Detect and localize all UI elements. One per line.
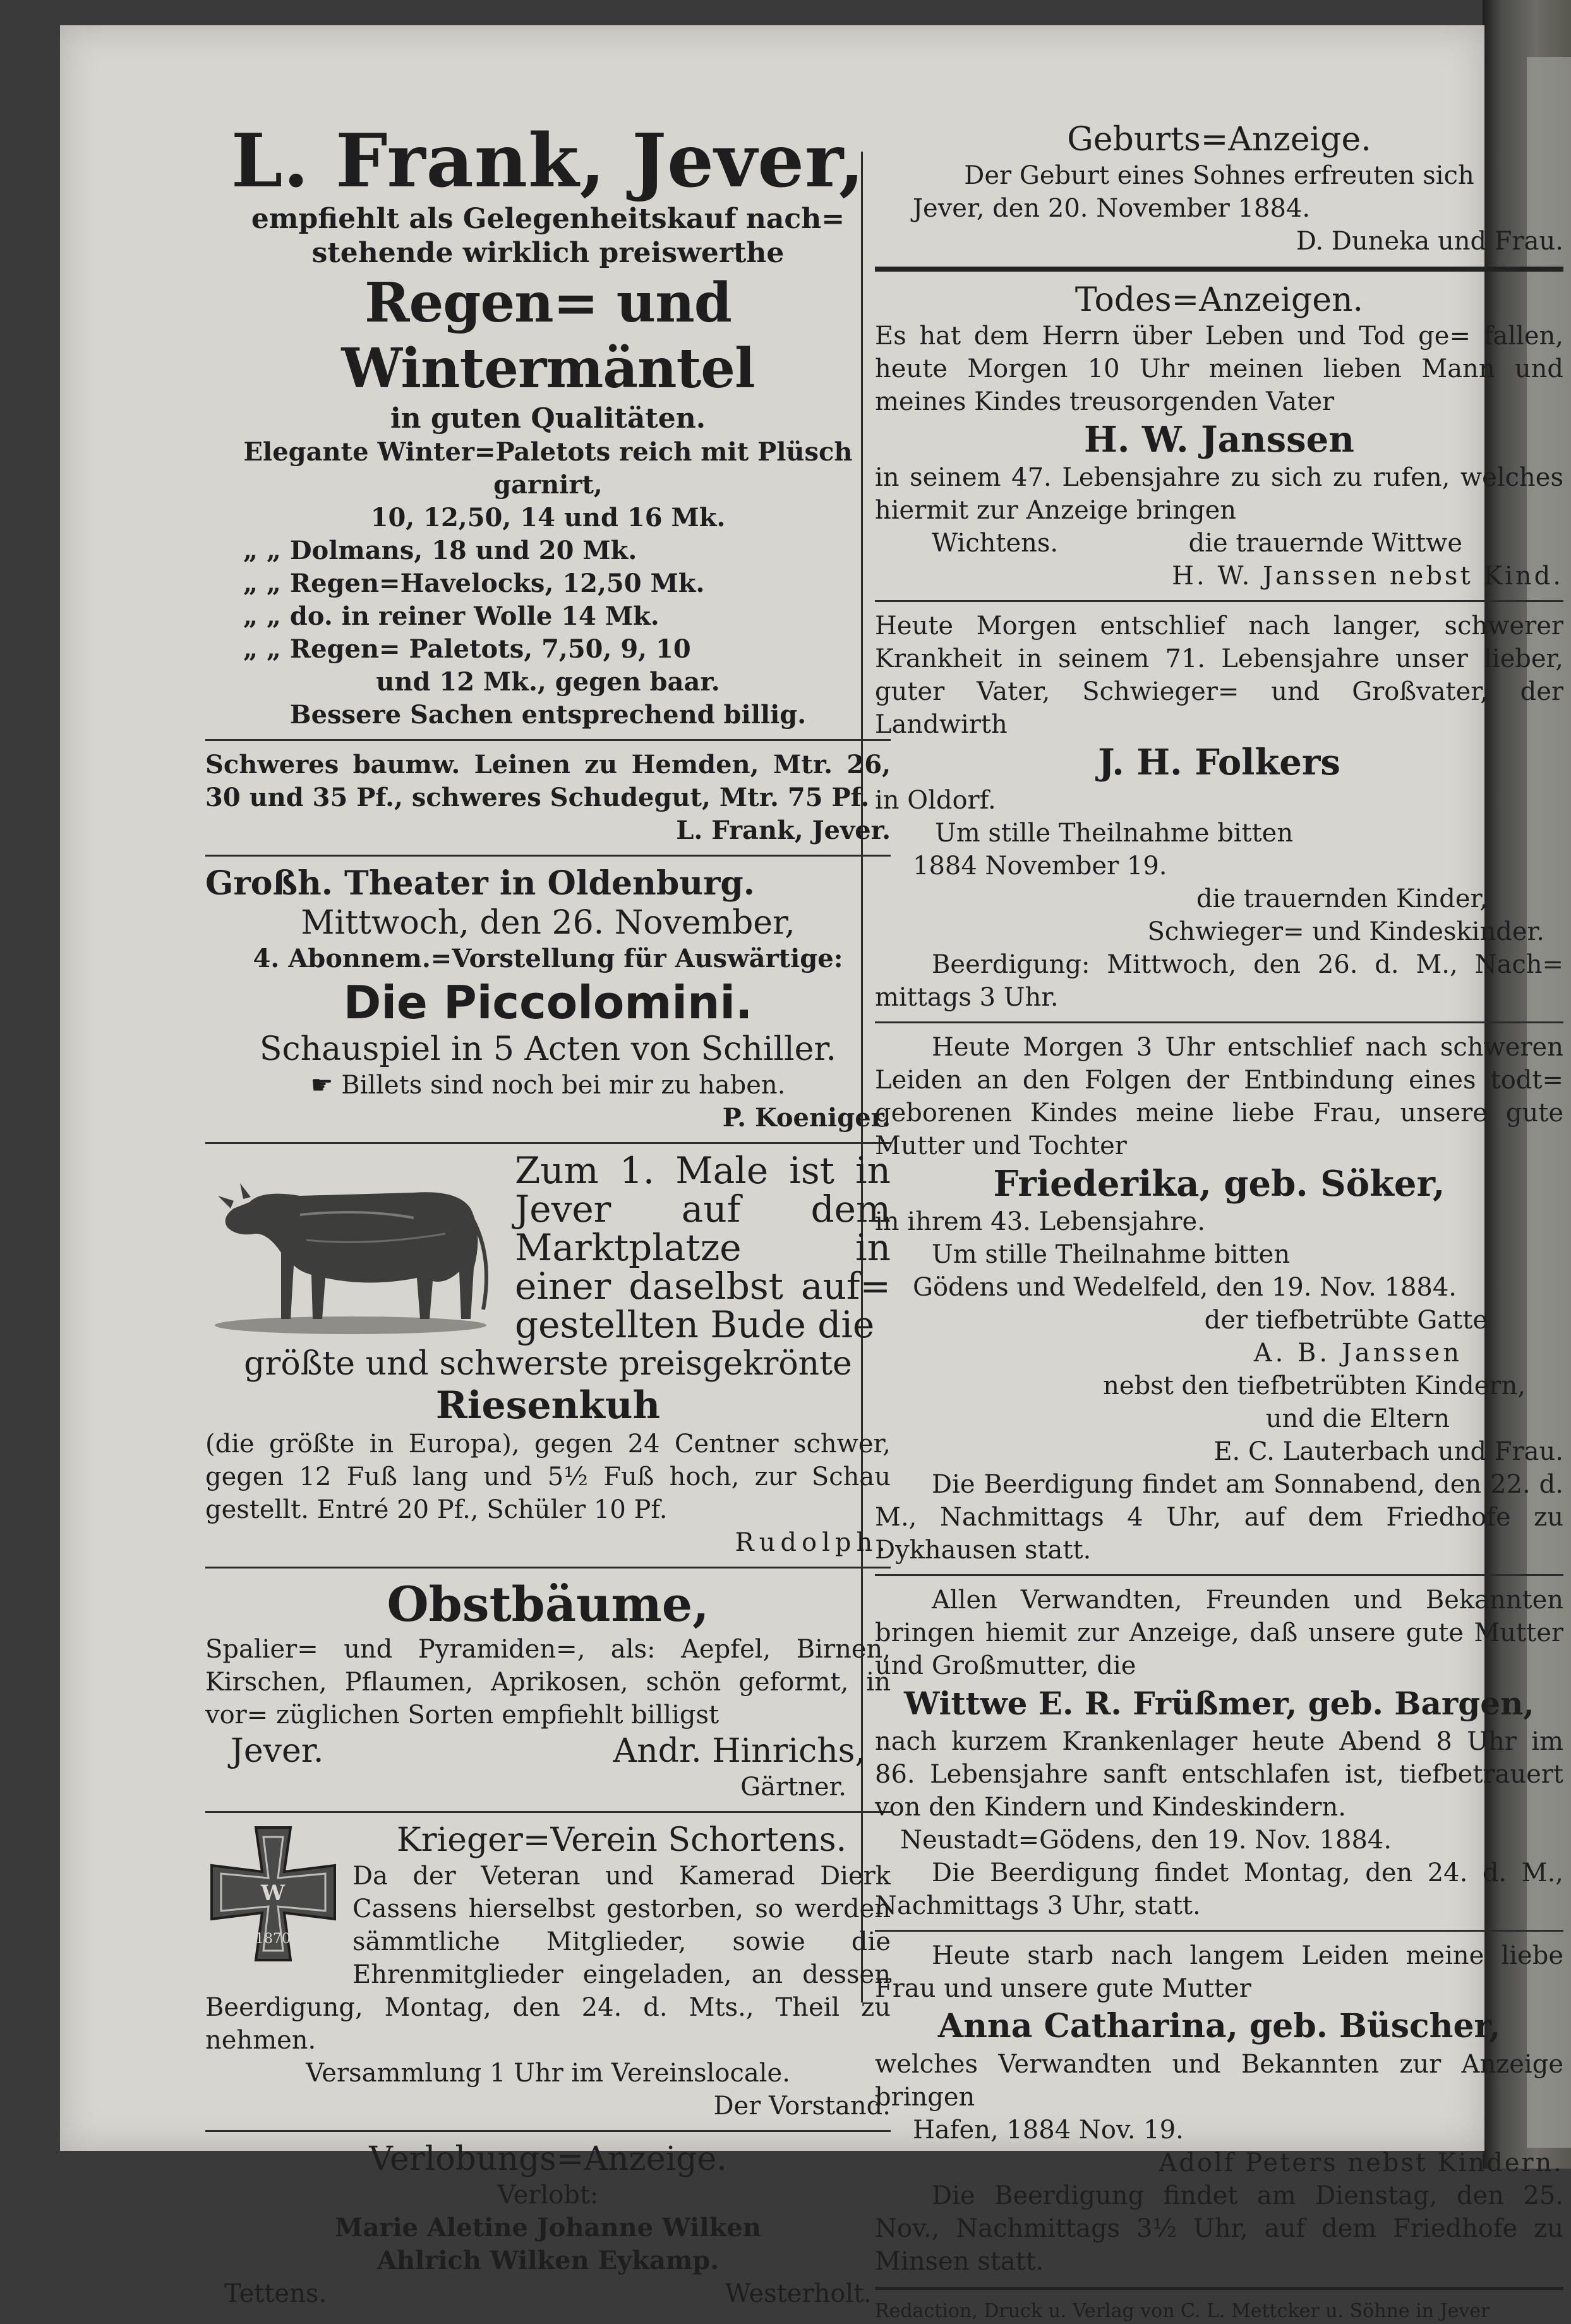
janssen-place: Wichtens. (932, 529, 1059, 558)
soeker-text: Heute Morgen 3 Uhr entschlief nach schweren Leiden an den Folgen der Entbindung eines todt= geborenen Kindes meine liebe Frau, unsere gute Mutter und Tochter (875, 1033, 1563, 1160)
folkers-ask: Um stille Theilnahme bitten (935, 819, 1294, 848)
frank-item: Bessere Sachen entsprechend billig. (289, 700, 807, 730)
folkers-date: 1884 November 19. (913, 852, 1167, 881)
cow-text: Zum 1. Male ist in Jever auf dem Marktplatze in einer daselbst auf= gestellten Bude die (515, 1149, 891, 1346)
birth-title: Geburts=Anzeige. (1067, 121, 1371, 159)
divider (205, 855, 891, 857)
folkers-kids: die trauernden Kinder, (1196, 884, 1488, 913)
divider (875, 267, 1563, 272)
soeker-sig3: nebst den tiefbetrübten Kindern, (1103, 1371, 1526, 1400)
frank-item: und 12 Mk., gegen baar. (376, 667, 720, 697)
buescher-name: Anna Catharina, geb. Büscher, (937, 2007, 1501, 2045)
cross-letter: W (260, 1881, 286, 1906)
cow-line2: größte und schwerste preisgekrönte (244, 1345, 852, 1383)
theater-advert (205, 864, 891, 1135)
frank-line1: empfiehlt als Gelegenheitskauf nach= (251, 203, 845, 235)
folkers-burial: Beerdigung: Mittwoch, den 26. d. M., Nach= mittags 3 Uhr. (875, 950, 1563, 1012)
divider (205, 739, 891, 741)
iron-cross-icon (205, 1824, 341, 1963)
engagement-label: Verlobt: (497, 2181, 599, 2210)
trees-title: Obstbäume, (387, 1576, 709, 1632)
trees-name: Andr. Hinrichs, (613, 1732, 865, 1770)
buescher-signature: Adolf Peters nebst Kindern. (1159, 2148, 1563, 2177)
cow-signature: Rudolph. (735, 1528, 891, 1557)
soeker-sig4: und die Eltern (1265, 1404, 1450, 1433)
frank-title: L. Frank, Jever, (231, 118, 865, 204)
newspaper-page (60, 25, 1563, 2322)
soeker-place: Gödens und Wedelfeld, den 19. Nov. 1884. (913, 1273, 1457, 1302)
soeker-burial: Die Beerdigung findet am Sonnabend, den 22. d. M., Nachmittags 4 Uhr, auf dem Friedhofe zu Dykhausen statt. (875, 1470, 1563, 1565)
janssen-text2: in seinem 47. Lebensjahre zu sich zu rufen, welches hiermit zur Anzeige bringen (875, 463, 1563, 525)
frank-item: „ „ Regen=Havelocks, 12,50 Mk. (243, 569, 705, 598)
engagement-groom: Ahlrich Wilken Eykamp. (376, 2246, 719, 2275)
fruessmer-place: Neustadt=Gödens, den 19. Nov. 1884. (900, 1826, 1392, 1855)
buescher-burial: Die Beerdigung findet am Dienstag, den 25. Nov., Nachmittags 3½ Uhr, auf dem Friedhofe zu Minsen statt. (875, 2181, 1563, 2276)
soeker-sig2: A. B. Janssen (1253, 1339, 1462, 1368)
frank-advert (205, 120, 891, 732)
divider (205, 1142, 891, 1144)
frank-item: Elegante Winter=Paletots reich mit Plüsch garnirt, (243, 437, 853, 500)
folkers-text: Heute Morgen entschlief nach langer, schwerer Krankheit in seinem 71. Lebensjahre unser lieber, guter Vater, Schwieger= und Großvater, der Landwirth (875, 611, 1563, 739)
frank-item: „ „ Dolmans, 18 und 20 Mk. (243, 536, 637, 565)
frank-quality: in guten Qualitäten. (390, 402, 706, 435)
janssen-text: Es hat dem Herrn über Leben und Tod ge= fallen, heute Morgen 10 Uhr meinen lieben Mann und meines Kindes treusorgenden Vater (875, 322, 1563, 416)
trees-text: Spalier= und Pyramiden=, als: Aepfel, Birnen, Kirschen, Pflaumen, Aprikosen, schön geformt, in vor= züglichen Sorten empfiehlt billigst (205, 1635, 891, 1730)
janssen-widow: die trauernde Wittwe (1188, 529, 1462, 558)
engagement-title: Verlobungs=Anzeige. (369, 2140, 727, 2178)
buescher-text: Heute starb nach langem Leiden meine liebe Frau und unsere gute Mutter (875, 1941, 1563, 2003)
soeker-sig5: E. C. Lauterbach und Frau. (1213, 1437, 1563, 1466)
linen-advert (205, 749, 891, 847)
right-column (875, 120, 1563, 2324)
folkers-name: J. H. Folkers (1098, 742, 1340, 783)
theater-perf: 4. Abonnem.=Vorstellung für Auswärtige: (253, 944, 843, 973)
cow-advert (205, 1149, 891, 1559)
soeker-notice (875, 1031, 1563, 1567)
birth-notice (875, 120, 1563, 258)
theater-play: Die Piccolomini. (343, 976, 753, 1029)
linen-signature: L. Frank, Jever. (676, 816, 891, 845)
engagement-bride: Marie Aletine Johanne Wilken (335, 2213, 761, 2243)
birth-signature: D. Duneka und Frau. (1296, 227, 1563, 256)
frank-item: „ „ Regen= Paletots, 7,50, 9, 10 (243, 634, 691, 664)
theater-tickets: Billets sind noch bei mir zu haben. (341, 1071, 786, 1100)
folkers-notice (875, 610, 1563, 1014)
death-section-title: Todes=Anzeigen. (1074, 281, 1364, 319)
folkers-place: in Oldorf. (875, 786, 996, 815)
engagement-place-left: Tettens. (224, 2279, 327, 2308)
cow-desc: (die größte in Europa), gegen 24 Centner schwer, gegen 12 Fuß lang und 5½ Fuß hoch, zur Schau gestellt. Entré 20 Pf., Schüler 10 Pf. (205, 1430, 891, 1524)
engagement-advert (205, 2140, 891, 2310)
soeker-name: Friederika, geb. Söker, (993, 1163, 1445, 1205)
verein-title: Krieger=Verein Schortens. (396, 1821, 847, 1859)
frank-item: 10, 12,50, 14 und 16 Mk. (370, 503, 726, 533)
theater-tickets-line (205, 1069, 891, 1102)
janssen-signature: H. W. Janssen nebst Kind. (1172, 562, 1563, 591)
trees-advert (205, 1576, 891, 1803)
cow-title: Riesenkuh (435, 1383, 661, 1428)
divider (875, 2287, 1563, 2290)
soeker-sig1: der tiefbetrübte Gatte (1204, 1306, 1488, 1335)
linen-text: Schweres baumw. Leinen zu Hemden, Mtr. 26, 30 und 35 Pf., schweres Schudegut, Mtr. 75 Pf. (205, 750, 891, 812)
theater-title: Großh. Theater in Oldenburg. (205, 864, 755, 903)
janssen-place-row (875, 527, 1563, 560)
frank-headline: Regen= und Wintermäntel (341, 271, 755, 400)
verein-text: Da der Veteran und Kamerad Dierk Cassens hierselbst gestorben, so werden sämmtliche Mitglieder, sowie die Ehrenmitglieder eingeladen, an dessen Beerdigung, Montag, den 24. d. Mts., Theil zu nehmen. (205, 1862, 891, 2055)
engagement-place-right: Westerholt. (725, 2279, 872, 2308)
theater-date: Mittwoch, den 26. November, (301, 904, 795, 942)
pointing-hand-icon: ☛ (310, 1071, 334, 1100)
folkers-kids2: Schwieger= und Kindeskinder. (1147, 917, 1544, 946)
verein-meeting: Versammlung 1 Uhr im Vereinslocale. (306, 2059, 790, 2088)
fruessmer-text2: nach kurzem Krankenlager heute Abend 8 Uhr im 86. Lebensjahre sanft entschlafen ist, tiefbetrauert von den Kindern und Kindeskindern. (875, 1727, 1563, 1822)
janssen-notice (875, 320, 1563, 593)
buescher-text2: welches Verwandten und Bekannten zur Anzeige bringen (875, 2050, 1563, 2112)
soeker-age: in ihrem 43. Lebensjahre. (875, 1207, 1205, 1236)
buescher-notice (875, 1939, 1563, 2278)
divider (875, 1574, 1563, 1576)
left-column (205, 120, 891, 2314)
frank-item: „ „ do. in reiner Wolle 14 Mk. (243, 601, 659, 631)
fruessmer-name: Wittwe E. R. Früßmer, geb. Bargen, (904, 1685, 1534, 1722)
divider (205, 1567, 891, 1568)
frank-line2: stehende wirklich preiswerthe (311, 237, 785, 269)
divider (875, 1930, 1563, 1932)
divider (205, 1811, 891, 1813)
theater-signature: P. Koeniger. (722, 1103, 891, 1133)
trees-place: Jever. (231, 1732, 324, 1770)
fruessmer-notice (875, 1584, 1563, 1922)
birth-line2: Jever, den 20. November 1884. (913, 194, 1311, 223)
trees-signature-row (205, 1731, 891, 1771)
divider (875, 1021, 1563, 1023)
soeker-ask: Um stille Theilnahme bitten (932, 1240, 1291, 1269)
imprint: Redaction, Druck u. Verlag von C. L. Mettcker u. Söhne in Jever (875, 2300, 1490, 2322)
janssen-name: H. W. Janssen (1084, 419, 1354, 461)
theater-desc: Schauspiel in 5 Acten von Schiller. (259, 1030, 837, 1068)
verein-advert (205, 1821, 891, 2122)
buescher-place: Hafen, 1884 Nov. 19. (913, 2116, 1184, 2145)
cow-illustration (205, 1158, 502, 1335)
trees-role: Gärtner. (740, 1773, 846, 1802)
verein-signature: Der Vorstand. (713, 2092, 891, 2121)
fruessmer-burial: Die Beerdigung findet Montag, den 24. d. M., Nachmittags 3 Uhr, statt. (875, 1858, 1563, 1920)
divider (875, 600, 1563, 602)
cross-year: 1870 (255, 1931, 291, 1947)
divider (205, 2130, 891, 2132)
fruessmer-text: Allen Verwandten, Freunden und Bekannten bringen hiemit zur Anzeige, daß unsere gute Mutter und Großmutter, die (875, 1586, 1563, 1680)
engagement-places (205, 2277, 891, 2310)
birth-line1: Der Geburt eines Sohnes erfreuten sich (964, 161, 1474, 190)
